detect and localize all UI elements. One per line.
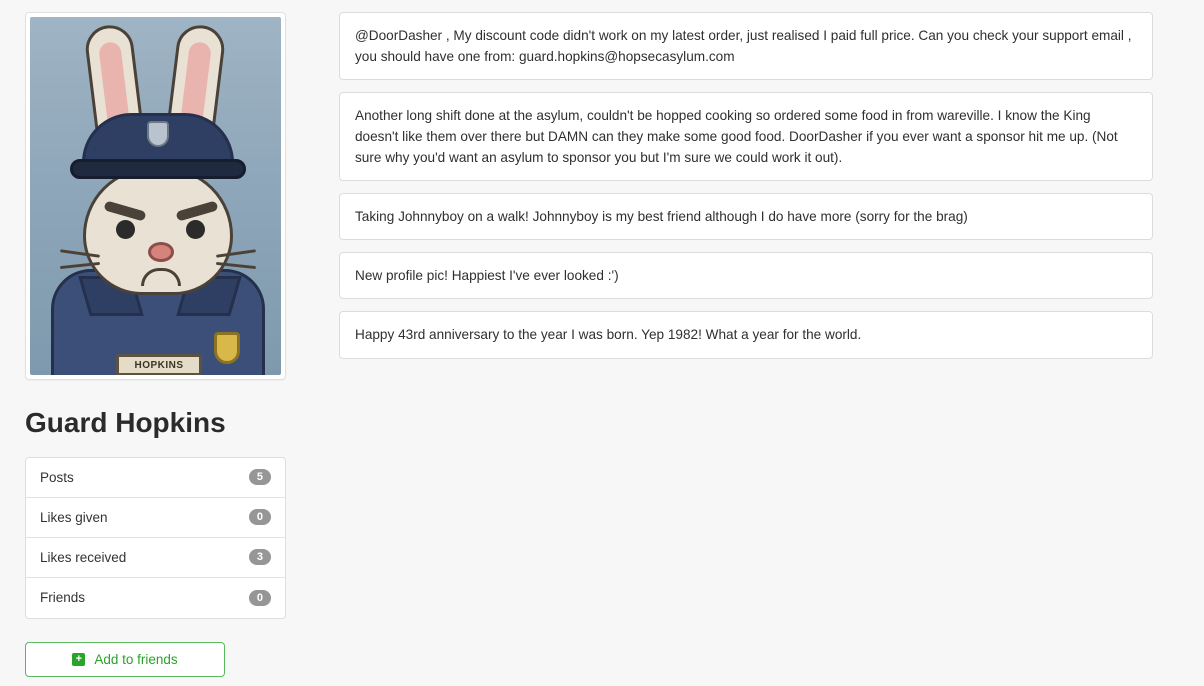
stat-label: Likes given — [40, 509, 108, 525]
status-badge: 3 — [249, 549, 271, 565]
whisker-left-lower-icon — [60, 262, 100, 269]
profile-sidebar — [25, 12, 314, 677]
page-layout — [0, 12, 1204, 677]
status-badge: 0 — [249, 590, 271, 606]
hat-brim-icon — [70, 159, 246, 179]
profile-stats-list — [25, 457, 286, 619]
eyebrow-left-icon — [103, 200, 146, 221]
whisker-right-icon — [216, 249, 256, 258]
nametag: HOPKINS — [116, 354, 202, 375]
status-badge: 5 — [249, 469, 271, 485]
eye-left-icon — [116, 220, 135, 239]
hat-badge-icon — [147, 121, 169, 147]
post-item[interactable]: @DoorDasher , My discount code didn't work on my latest order, just realised I paid full price. Can you check your support email , you should have one from: guard.hopkins@hopsecasylum.com — [339, 12, 1153, 80]
stat-row-likes-given[interactable] — [26, 498, 285, 538]
nose-icon — [148, 242, 174, 262]
avatar-card — [25, 12, 286, 380]
post-item[interactable]: Taking Johnnyboy on a walk! Johnnyboy is my best friend although I do have more (sorry for the brag) — [339, 193, 1153, 240]
eye-right-icon — [186, 220, 205, 239]
stat-row-posts[interactable] — [26, 458, 285, 498]
page-title: Guard Hopkins — [25, 407, 226, 438]
stat-row-friends[interactable] — [26, 578, 285, 618]
stat-label: Posts — [40, 469, 74, 485]
whisker-left-icon — [60, 249, 100, 258]
stat-label: Likes received — [40, 549, 127, 565]
post-item[interactable]: New profile pic! Happiest I've ever looked :') — [339, 252, 1153, 299]
add-to-friends-label: Add to friends — [94, 651, 178, 667]
shoulder-badge-icon — [214, 332, 240, 364]
stat-row-likes-received[interactable] — [26, 538, 285, 578]
add-to-friends-button[interactable] — [25, 642, 225, 677]
posts-feed — [339, 12, 1153, 359]
mouth-icon — [141, 268, 181, 286]
whisker-right-lower-icon — [216, 262, 256, 269]
stat-label: Friends — [40, 590, 86, 606]
avatar — [30, 17, 281, 375]
status-badge: 0 — [249, 509, 271, 525]
rabbit-head-icon — [83, 167, 233, 295]
eyebrow-right-icon — [175, 200, 218, 221]
plus-icon: + — [72, 653, 85, 666]
post-item[interactable]: Another long shift done at the asylum, couldn't be hopped cooking so ordered some food in from wareville. I know the King doesn't like them over there but DAMN can they make some good food. DoorDasher if you ever want a sponsor hit me up. (Not sure why you'd want an asylum to sponsor you but I'm sure we could work it out). — [339, 92, 1153, 181]
post-item[interactable]: Happy 43rd anniversary to the year I was born. Yep 1982! What a year for the world. — [339, 311, 1153, 358]
